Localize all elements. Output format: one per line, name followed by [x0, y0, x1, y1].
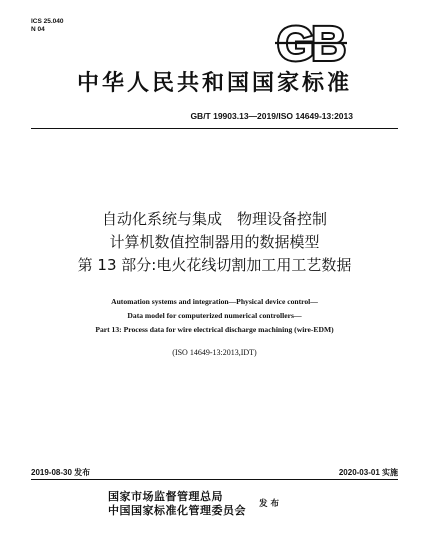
- chinese-title-line-3: 第 13 部分:电火花线切割加工用工艺数据: [77, 256, 352, 274]
- ccs-code: N 04: [31, 26, 45, 33]
- issuer-sac: 中国国家标准化管理委员会: [108, 504, 246, 517]
- issuing-authorities: [108, 490, 246, 518]
- issue-date: 2019-08-30 发布: [31, 468, 91, 477]
- chinese-title-line-1: 自动化系统与集成 物理设备控制: [101, 210, 327, 228]
- english-title-line-2: Data model for computerized numerical controllers—: [127, 311, 302, 320]
- classification-codes: [31, 18, 64, 34]
- bottom-divider: [31, 479, 398, 480]
- standard-number: GB/T 19903.13—2019/ISO 14649-13:2013: [190, 111, 353, 121]
- gb-logo-text: GB: [277, 20, 343, 66]
- issuer-samr: 国家市场监督管理总局: [108, 490, 223, 503]
- issue-label: 发布: [259, 499, 283, 509]
- chinese-title: [0, 208, 429, 277]
- english-title: [0, 295, 429, 337]
- english-title-line-3: Part 13: Process data for wire electrical discharge machining (wire-EDM): [95, 325, 334, 334]
- top-divider: [31, 128, 398, 129]
- implementation-date: 2020-03-01 实施: [338, 468, 398, 477]
- gb-logo: [267, 20, 353, 66]
- standard-name: 中华人民共和国国家标准: [76, 70, 352, 96]
- iso-reference: (ISO 14649-13:2013,IDT): [172, 348, 257, 357]
- chinese-title-line-2: 计算机数值控制器用的数据模型: [109, 233, 320, 251]
- ics-code: ICS 25.040: [31, 18, 64, 25]
- english-title-line-1: Automation systems and integration—Physical device control—: [111, 297, 318, 306]
